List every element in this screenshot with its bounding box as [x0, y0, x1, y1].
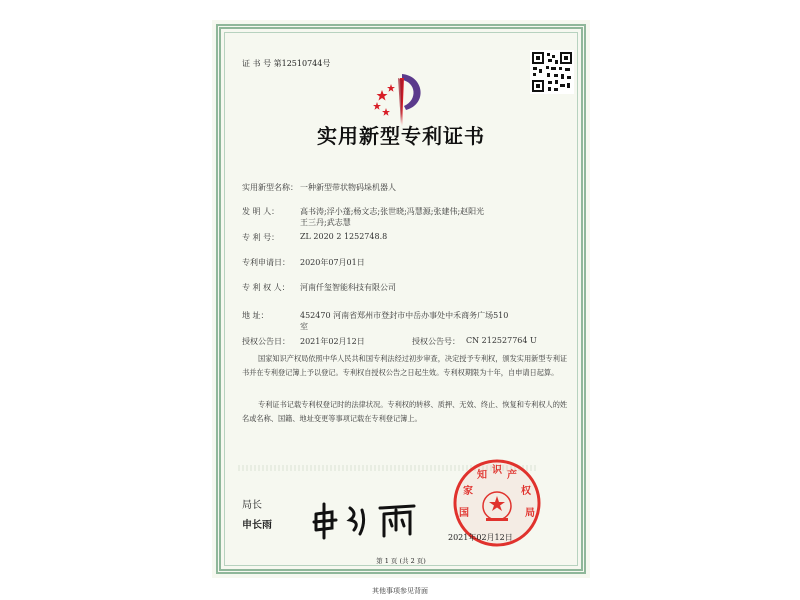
svg-text:国: 国 [459, 508, 469, 519]
name-value: 一种新型带状物码垛机器人 [300, 183, 396, 192]
grant-date-label: 授权公告日： [242, 337, 290, 346]
grant-number-value: CN 212527764 U [466, 336, 537, 345]
address-value-line1: 452470 河南省郑州市登封市中岳办事处中禾商务广场510 [300, 311, 509, 320]
patent-number-label: 专 利 号： [242, 233, 280, 242]
patent-certificate [212, 20, 590, 578]
seal-date: 2021年02月12日 [448, 533, 513, 542]
grant-statement-paragraph: 国家知识产权局依照中华人民共和国专利法经过初步审查，决定授予专利权，颁发实用新型专利证书并在专利登记簿上予以登记。专利权自授权公告之日起生效。专利权期限为十年，自申请日起算。 [242, 354, 568, 377]
certificate-number: 证 书 号 第12510744号 [242, 59, 331, 68]
patentee-value: 河南仟玺智能科技有限公司 [300, 283, 396, 292]
certificate-title: 实用新型专利证书 [317, 124, 485, 148]
patent-number-value: ZL 2020 2 1252748.8 [300, 232, 388, 241]
page-info: 第 1 页 (共 2 页) [376, 557, 426, 565]
director-signature [310, 500, 430, 540]
filing-date-label: 专利申请日： [242, 258, 290, 267]
name-label: 实用新型名称： [242, 183, 298, 192]
filing-date-value: 2020年07月01日 [300, 258, 365, 267]
legal-status-paragraph: 专利证书记载专利权登记时的法律状况。专利权的转移、质押、无效、终止、恢复和专利权人的姓名或名称、国籍、地址变更等事项记载在专利登记簿上。 [242, 400, 568, 423]
svg-text:产: 产 [507, 470, 517, 481]
qr-code-icon [530, 50, 574, 94]
svg-text:家: 家 [463, 486, 473, 497]
inventor-value-line1: 高书涛;浮小蓬;杨文志;张世晓;冯慧源;张建伟;赵阳光 [300, 207, 485, 216]
address-label: 地 址： [242, 311, 269, 320]
svg-text:识: 识 [492, 465, 502, 476]
svg-text:知: 知 [477, 470, 487, 481]
address-value-line2: 室 [300, 322, 308, 331]
grant-number-label: 授权公告号： [412, 337, 460, 346]
footer-note: 其他事项参见背面 [372, 587, 428, 595]
inventor-value-line2: 王三丹;武志慧 [300, 218, 351, 227]
svg-text:权: 权 [521, 486, 531, 497]
director-title: 局长 [242, 500, 262, 511]
inventor-label: 发 明 人： [242, 207, 280, 216]
svg-text:局: 局 [525, 508, 535, 519]
director-name: 申长雨 [242, 520, 272, 531]
grant-date-value: 2021年02月12日 [300, 337, 365, 346]
patentee-label: 专 利 权 人： [242, 283, 290, 292]
